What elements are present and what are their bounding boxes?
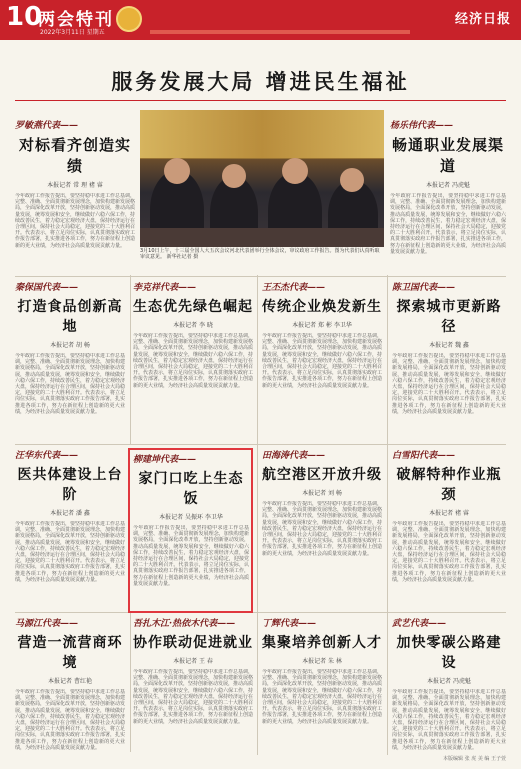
- photo-figure-head: [164, 158, 190, 184]
- row-divider: [15, 276, 506, 277]
- article-title: 加快零碳公路建设: [396, 635, 502, 671]
- article-title: 家门口吃上生态饭: [138, 471, 244, 507]
- section-title: 两会特刊: [38, 10, 114, 30]
- article-title: 传统企业焕发新生: [262, 299, 382, 315]
- emblem-icon: [116, 6, 142, 32]
- article-kicker: 田海涛代表——: [262, 451, 326, 461]
- article-byline: 本报记者 郑 彬 李卫华: [292, 322, 352, 329]
- page-number: 10: [6, 2, 43, 32]
- column-divider: [387, 275, 388, 755]
- photo-desk: [140, 228, 384, 247]
- article-kicker: 马源江代表——: [15, 619, 79, 629]
- article-kicker: 白雪阳代表——: [392, 451, 456, 461]
- article-a2: [390, 118, 506, 273]
- article-kicker: 秦保国代表——: [15, 283, 79, 293]
- article-body: 今年政府工作报告提出，要坚持稳中求进工作总基调，完整、准确、全面贯彻新发展理念，加快构建新发展格局，全面深化改革开放，坚持创新驱动发展，推动高质量发展，统筹发展和安全，继续做好六稳六保工作，持续改善民生，着力稳定宏观经济大盘，保持经济运行在合理区间，保持社会大局稳定，迎接党的二十大胜利召开。代表表示，将立足岗位实际，认真贯彻落实政府工作报告部署，扎实推进各项工作，努力在新征程上创造新的更大业绩，为经济社会高质量发展贡献力量。: [262, 669, 382, 725]
- article-a13: [262, 616, 382, 751]
- article-body: 今年政府工作报告提出，要坚持稳中求进工作总基调，完整、准确、全面贯彻新发展理念，加快构建新发展格局，全面深化改革开放，坚持创新驱动发展，推动高质量发展，统筹发展和安全，继续做好六稳六保工作，持续改善民生，着力稳定宏观经济大盘，保持经济运行在合理区间，保持社会大局稳定，迎接党的二十大胜利召开。代表表示，将立足岗位实际，认真贯彻落实政府工作报告部署，扎实推进各项工作，努力在新征程上创造新的更大业绩，为经济社会高质量发展贡献力量。: [15, 193, 135, 249]
- article-byline: 本报记者 魏 鑫: [429, 342, 469, 349]
- article-a12: [133, 616, 253, 751]
- article-kicker: 武艺代表——: [392, 619, 447, 629]
- footer-credit: 本版编辑 张 虎 美 编 王子萱: [443, 756, 506, 762]
- article-body: 今年政府工作报告提出，要坚持稳中求进工作总基调，完整、准确、全面贯彻新发展理念，加快构建新发展格局，全面深化改革开放，坚持创新驱动发展，推动高质量发展，统筹发展和安全，继续做好六稳六保工作，持续改善民生，着力稳定宏观经济大盘，保持经济运行在合理区间，保持社会大局稳定，迎接党的二十大胜利召开。代表表示，将立足岗位实际，认真贯彻落实政府工作报告部署，扎实推进各项工作，努力在新征程上创造新的更大业绩，为经济社会高质量发展贡献力量。: [133, 669, 253, 725]
- photo-caption: 3月10日上午，十三届全国人大五次会议河北代表团举行全体会议，审议政府工作报告。图为代表们认真听取审议意见。 新华社记者 摄: [140, 248, 380, 260]
- article-a1: [15, 118, 135, 273]
- article-body: 今年政府工作报告提出，要坚持稳中求进工作总基调，完整、准确、全面贯彻新发展理念，加快构建新发展格局，全面深化改革开放，坚持创新驱动发展，推动高质量发展，统筹发展和安全，继续做好六稳六保工作，持续改善民生，着力稳定宏观经济大盘，保持经济运行在合理区间，保持社会大局稳定，迎接党的二十大胜利召开。代表表示，将立足岗位实际，认真贯彻落实政府工作报告部署，扎实推进各项工作，努力在新征程上创造新的更大业绩，为经济社会高质量发展贡献力量。: [390, 193, 506, 255]
- article-kicker: 陈卫国代表——: [392, 283, 456, 293]
- article-a14: [392, 616, 506, 751]
- article-title: 航空港区开放升级: [262, 467, 382, 483]
- article-byline: 本报记者 王 春: [173, 658, 213, 665]
- article-byline: 本报记者 冯虎魁: [427, 678, 471, 685]
- article-byline: 本报记者 吴振环 李卫华: [159, 514, 223, 521]
- newspaper-brand: 经济日报: [454, 12, 511, 27]
- article-body: 今年政府工作报告提出，要坚持稳中求进工作总基调，完整、准确、全面贯彻新发展理念，加快构建新发展格局，全面深化改革开放，坚持创新驱动发展，推动高质量发展，统筹发展和安全，继续做好六稳六保工作，持续改善民生，着力稳定宏观经济大盘，保持经济运行在合理区间，保持社会大局稳定，迎接党的二十大胜利召开。代表表示，将立足岗位实际，认真贯彻落实政府工作报告部署，扎实推进各项工作，努力在新征程上创造新的更大业绩，为经济社会高质量发展贡献力量。: [262, 333, 382, 389]
- article-a10: [392, 448, 506, 608]
- article-body: 今年政府工作报告提出，要坚持稳中求进工作总基调，完整、准确、全面贯彻新发展理念，加快构建新发展格局，全面深化改革开放，坚持创新驱动发展，推动高质量发展，统筹发展和安全，继续做好六稳六保工作，持续改善民生，着力稳定宏观经济大盘，保持经济运行在合理区间，保持社会大局稳定，迎接党的二十大胜利召开。代表表示，将立足岗位实际，认真贯彻落实政府工作报告部署，扎实推进各项工作，努力在新征程上创造新的更大业绩，为经济社会高质量发展贡献力量。: [133, 333, 253, 389]
- article-title: 生态优先绿色崛起: [133, 299, 253, 315]
- article-kicker: 吾扎木江·热依木代表——: [133, 619, 236, 629]
- article-a6: [392, 280, 506, 440]
- article-body: 今年政府工作报告提出，要坚持稳中求进工作总基调，完整、准确、全面贯彻新发展理念，加快构建新发展格局，全面深化改革开放，坚持创新驱动发展，推动高质量发展，统筹发展和安全，继续做好六稳六保工作，持续改善民生，着力稳定宏观经济大盘，保持经济运行在合理区间，保持社会大局稳定，迎接党的二十大胜利召开。代表表示，将立足岗位实际，认真贯彻落实政府工作报告部署，扎实推进各项工作，努力在新征程上创造新的更大业绩，为经济社会高质量发展贡献力量。: [392, 689, 506, 751]
- highlight-frame: [128, 448, 253, 613]
- article-byline: 本报记者 褚 睿: [429, 510, 469, 517]
- article-kicker: 汪华东代表——: [15, 451, 79, 461]
- article-body: 今年政府工作报告提出，要坚持稳中求进工作总基调，完整、准确、全面贯彻新发展理念，加快构建新发展格局，全面深化改革开放，坚持创新驱动发展，推动高质量发展，统筹发展和安全，继续做好六稳六保工作，持续改善民生，着力稳定宏观经济大盘，保持经济运行在合理区间，保持社会大局稳定，迎接党的二十大胜利召开。代表表示，将立足岗位实际，认真贯彻落实政府工作报告部署，扎实推进各项工作，努力在新征程上创造新的更大业绩，为经济社会高质量发展贡献力量。: [392, 353, 506, 415]
- article-title: 畅通职业发展渠道: [391, 136, 504, 175]
- row-divider: [15, 444, 506, 445]
- masthead: [0, 0, 521, 40]
- row-divider: [15, 612, 506, 613]
- article-kicker: 丁辉代表——: [262, 619, 317, 629]
- article-byline: 本报记者 朱 林: [302, 658, 342, 665]
- article-kicker: 王丕杰代表——: [262, 283, 326, 293]
- photo-figure-head: [282, 158, 308, 184]
- article-kicker: 李克祥代表——: [133, 283, 197, 293]
- column-divider: [130, 612, 131, 752]
- issue-date: 2022年3月11日 星期五: [40, 29, 105, 36]
- article-title: 破解特种作业瓶颈: [396, 467, 502, 503]
- article-byline: 本报记者 常 理 褚 睿: [47, 182, 103, 189]
- news-photo: [140, 110, 384, 247]
- article-a3: [15, 280, 125, 440]
- article-byline: 本报记者 刘 畅: [302, 490, 342, 497]
- column-divider: [130, 275, 131, 445]
- article-body: 今年政府工作报告提出，要坚持稳中求进工作总基调，完整、准确、全面贯彻新发展理念，加快构建新发展格局，全面深化改革开放，坚持创新驱动发展，推动高质量发展，统筹发展和安全，继续做好六稳六保工作，持续改善民生，着力稳定宏观经济大盘，保持经济运行在合理区间，保持社会大局稳定，迎接党的二十大胜利召开。代表表示，将立足岗位实际，认真贯彻落实政府工作报告部署，扎实推进各项工作，努力在新征程上创造新的更大业绩，为经济社会高质量发展贡献力量。: [15, 521, 125, 583]
- article-a4: [133, 280, 253, 440]
- article-byline: 本报记者 胡 畅: [50, 342, 90, 349]
- article-a5: [262, 280, 382, 440]
- article-title: 打造食品创新高地: [17, 299, 123, 335]
- article-title: 对标看齐创造实绩: [18, 136, 131, 175]
- article-a11: [15, 616, 125, 751]
- article-kicker: 柳建坤代表——: [133, 455, 197, 465]
- decorative-band: [150, 30, 410, 34]
- article-kicker: 罗敏燕代表——: [15, 121, 79, 131]
- article-title: 探索城市更新路径: [396, 299, 502, 335]
- article-byline: 本报记者 曹红艳: [48, 678, 92, 685]
- article-title: 营造一流营商环境: [17, 635, 123, 671]
- column-divider: [257, 275, 258, 755]
- article-kicker: 杨乐伟代表——: [390, 121, 454, 131]
- article-a7: [15, 448, 125, 608]
- article-a9: [262, 448, 382, 608]
- article-title: 协作联动促进就业: [133, 635, 253, 651]
- photo-backdrop: [140, 110, 384, 158]
- article-title: 集聚培养创新人才: [262, 635, 382, 651]
- article-byline: 本报记者 冯虎魁: [426, 182, 470, 189]
- article-body: 今年政府工作报告提出，要坚持稳中求进工作总基调，完整、准确、全面贯彻新发展理念，加快构建新发展格局，全面深化改革开放，坚持创新驱动发展，推动高质量发展，统筹发展和安全，继续做好六稳六保工作，持续改善民生，着力稳定宏观经济大盘，保持经济运行在合理区间，保持社会大局稳定，迎接党的二十大胜利召开。代表表示，将立足岗位实际，认真贯彻落实政府工作报告部署，扎实推进各项工作，努力在新征程上创造新的更大业绩，为经济社会高质量发展贡献力量。: [15, 689, 125, 751]
- article-body: 今年政府工作报告提出，要坚持稳中求进工作总基调，完整、准确、全面贯彻新发展理念，加快构建新发展格局，全面深化改革开放，坚持创新驱动发展，推动高质量发展，统筹发展和安全，继续做好六稳六保工作，持续改善民生，着力稳定宏观经济大盘，保持经济运行在合理区间，保持社会大局稳定，迎接党的二十大胜利召开。代表表示，将立足岗位实际，认真贯彻落实政府工作报告部署，扎实推进各项工作，努力在新征程上创造新的更大业绩，为经济社会高质量发展贡献力量。: [133, 525, 249, 587]
- article-byline: 本报记者 李 晓: [173, 322, 213, 329]
- article-body: 今年政府工作报告提出，要坚持稳中求进工作总基调，完整、准确、全面贯彻新发展理念，加快构建新发展格局，全面深化改革开放，坚持创新驱动发展，推动高质量发展，统筹发展和安全，继续做好六稳六保工作，持续改善民生，着力稳定宏观经济大盘，保持经济运行在合理区间，保持社会大局稳定，迎接党的二十大胜利召开。代表表示，将立足岗位实际，认真贯彻落实政府工作报告部署，扎实推进各项工作，努力在新征程上创造新的更大业绩，为经济社会高质量发展贡献力量。: [262, 501, 382, 557]
- article-body: 今年政府工作报告提出，要坚持稳中求进工作总基调，完整、准确、全面贯彻新发展理念，加快构建新发展格局，全面深化改革开放，坚持创新驱动发展，推动高质量发展，统筹发展和安全，继续做好六稳六保工作，持续改善民生，着力稳定宏观经济大盘，保持经济运行在合理区间，保持社会大局稳定，迎接党的二十大胜利召开。代表表示，将立足岗位实际，认真贯彻落实政府工作报告部署，扎实推进各项工作，努力在新征程上创造新的更大业绩，为经济社会高质量发展贡献力量。: [15, 353, 125, 415]
- article-byline: 本报记者 潘 鑫: [50, 510, 90, 517]
- page-headline: 服务发展大局 增进民生福祉: [111, 70, 410, 94]
- photo-figure-head: [222, 164, 246, 188]
- article-body: 今年政府工作报告提出，要坚持稳中求进工作总基调，完整、准确、全面贯彻新发展理念，加快构建新发展格局，全面深化改革开放，坚持创新驱动发展，推动高质量发展，统筹发展和安全，继续做好六稳六保工作，持续改善民生，着力稳定宏观经济大盘，保持经济运行在合理区间，保持社会大局稳定，迎接党的二十大胜利召开。代表表示，将立足岗位实际，认真贯彻落实政府工作报告部署，扎实推进各项工作，努力在新征程上创造新的更大业绩，为经济社会高质量发展贡献力量。: [392, 521, 506, 583]
- article-title: 医共体建设上台阶: [17, 467, 123, 503]
- photo-figure-head: [340, 168, 364, 192]
- headline-divider: [15, 100, 506, 101]
